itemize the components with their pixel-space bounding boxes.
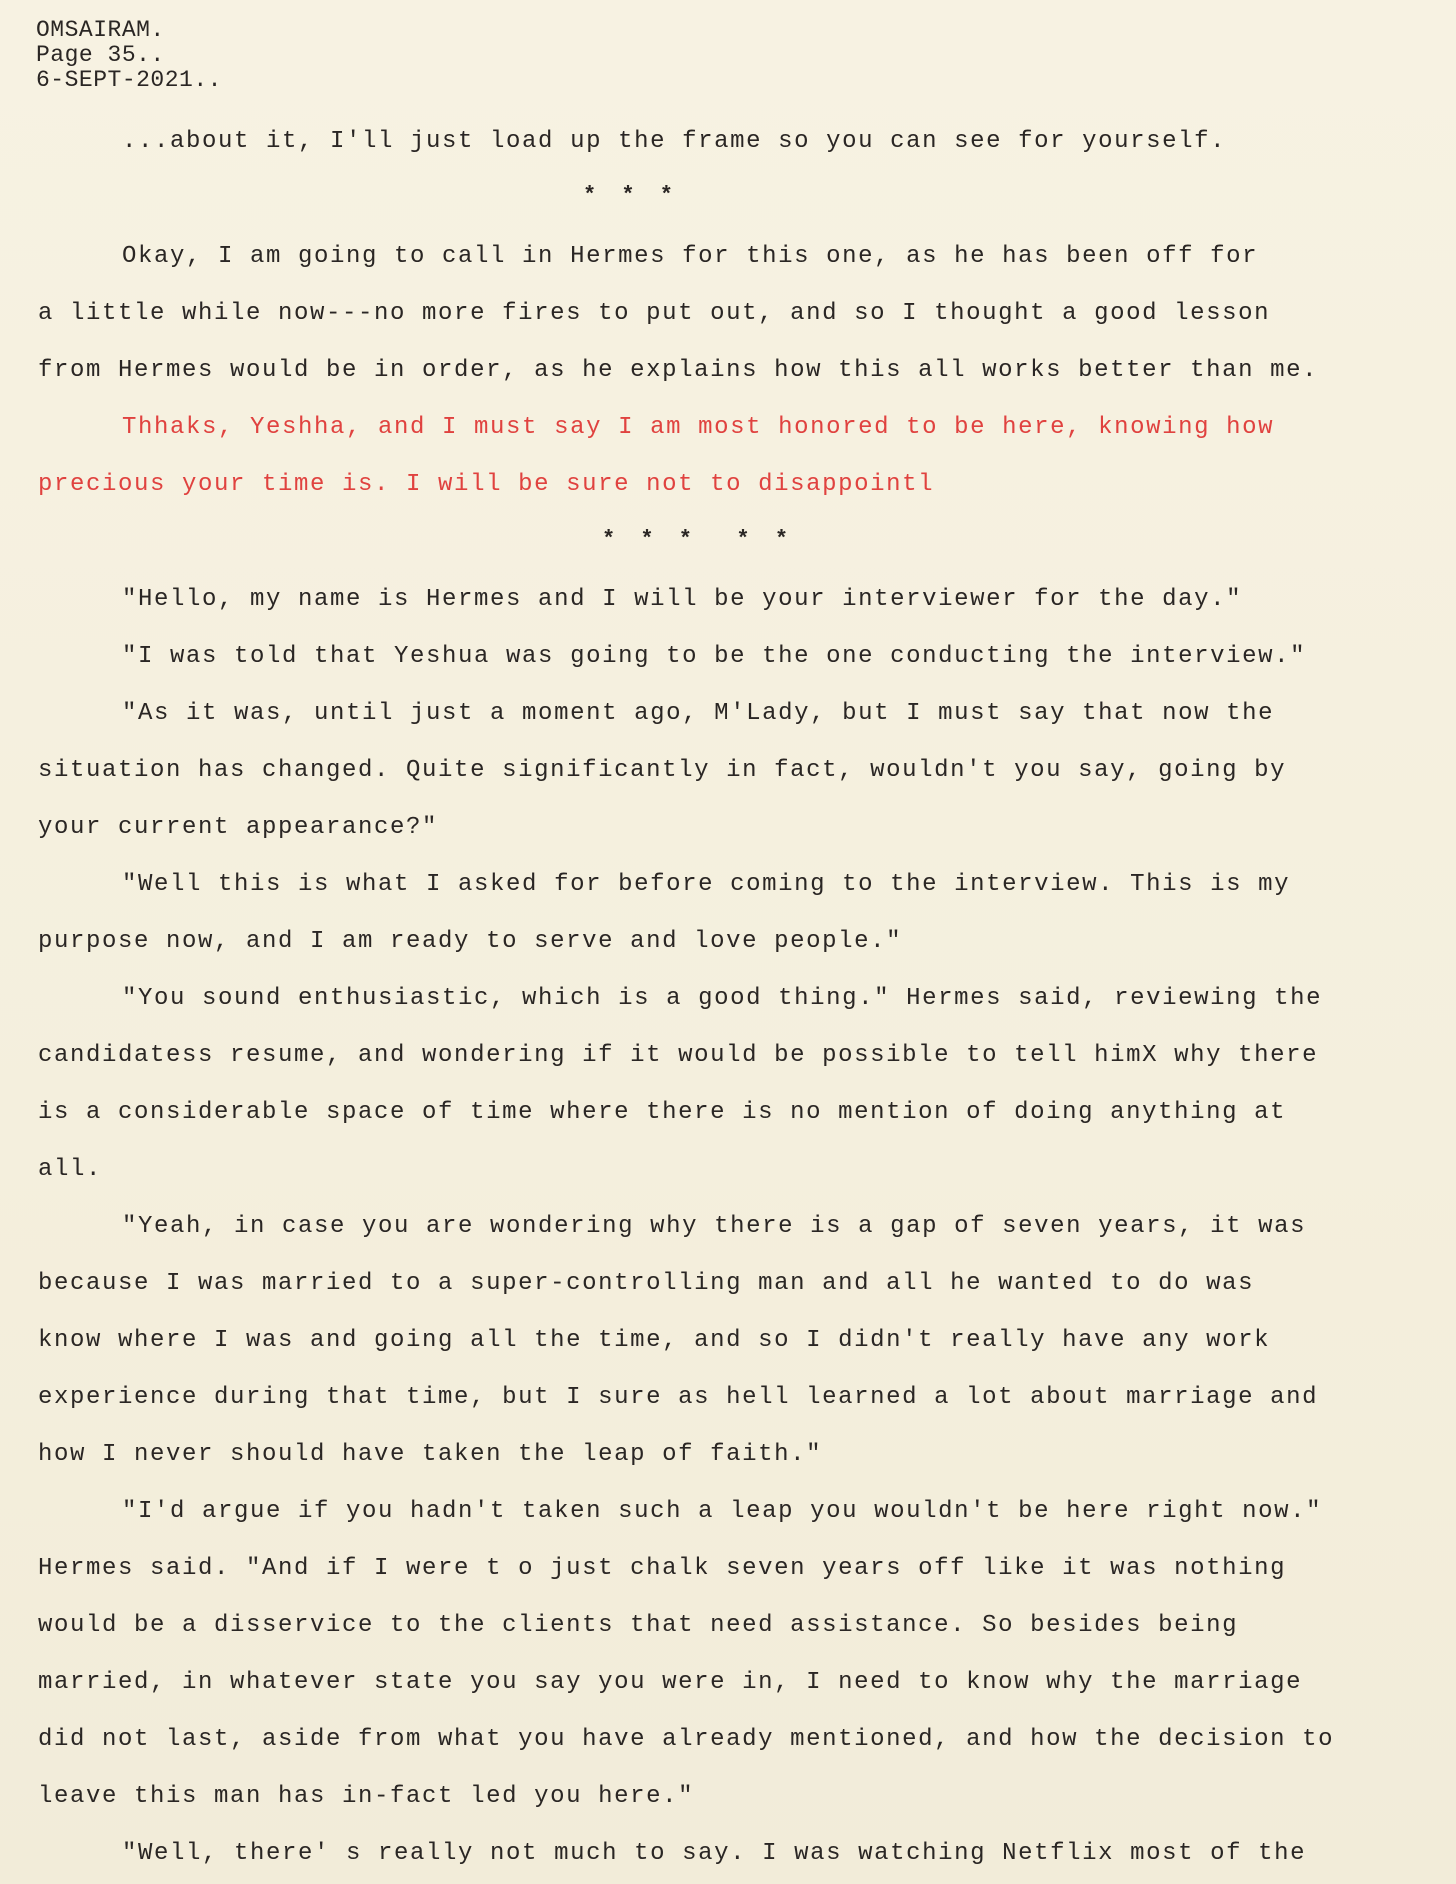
text-line: "I'd argue if you hadn't taken such a leap you wouldn't be here right now." [122, 1498, 1323, 1525]
text-line: all. [38, 1156, 103, 1183]
text-line: because I was married to a super-controlling man and all he wanted to do was [38, 1270, 1255, 1297]
text-line: Okay, I am going to call in Hermes for this one, as he has been off for [122, 243, 1259, 270]
section-separator: * * * [583, 183, 680, 208]
text-line: candidatess resume, and wondering if it would be possible to tell himX why there [38, 1042, 1319, 1069]
text-line: is a considerable space of time where there is no mention of doing anything at [38, 1099, 1287, 1126]
section-separator: * * * * * [602, 527, 795, 552]
text-line: ...about it, I'll just load up the frame so you can see for yourself. [122, 128, 1227, 155]
text-line: how I never should have taken the leap of faith." [38, 1441, 823, 1468]
page-header [36, 18, 222, 93]
text-line: "I was told that Yeshua was going to be the one conducting the interview." [122, 643, 1307, 670]
text-line: your current appearance?" [38, 814, 439, 841]
red-text-line: precious your time is. I will be sure not to disappointl [38, 471, 935, 498]
text-line: leave this man has in-fact led you here." [38, 1783, 695, 1810]
red-text-line: Thhaks, Yeshha, and I must say I am most honored to be here, knowing how [122, 414, 1275, 441]
header-title: OMSAIRAM. [36, 17, 165, 43]
text-line: "Well this is what I asked for before coming to the interview. This is my [122, 871, 1291, 898]
text-line: a little while now---no more fires to put out, and so I thought a good lesson [38, 300, 1271, 327]
header-page-number: Page 35.. [36, 42, 165, 68]
text-line: "Well, there' s really not much to say. I was watching Netflix most of the [122, 1840, 1307, 1867]
text-line: "Yeah, in case you are wondering why there is a gap of seven years, it was [122, 1213, 1307, 1240]
text-line: did not last, aside from what you have already mentioned, and how the decision to [38, 1726, 1335, 1753]
text-line: "You sound enthusiastic, which is a good thing." Hermes said, reviewing the [122, 985, 1323, 1012]
text-line: Hermes said. "And if I were t o just chalk seven years off like it was nothing [38, 1555, 1287, 1582]
text-line: know where I was and going all the time, and so I didn't really have any work [38, 1327, 1271, 1354]
text-line: married, in whatever state you say you were in, I need to know why the marriage [38, 1669, 1303, 1696]
text-line: "As it was, until just a moment ago, M'Lady, but I must say that now the [122, 700, 1275, 727]
header-date: 6-SEPT-2021.. [36, 67, 222, 93]
text-line: situation has changed. Quite significantly in fact, wouldn't you say, going by [38, 757, 1287, 784]
text-line: would be a disservice to the clients that need assistance. So besides being [38, 1612, 1239, 1639]
text-line: from Hermes would be in order, as he explains how this all works better than me. [38, 357, 1319, 384]
text-line: "Hello, my name is Hermes and I will be your interviewer for the day." [122, 586, 1243, 613]
text-line: purpose now, and I am ready to serve and love people." [38, 928, 903, 955]
text-line: experience during that time, but I sure as hell learned a lot about marriage and [38, 1384, 1319, 1411]
